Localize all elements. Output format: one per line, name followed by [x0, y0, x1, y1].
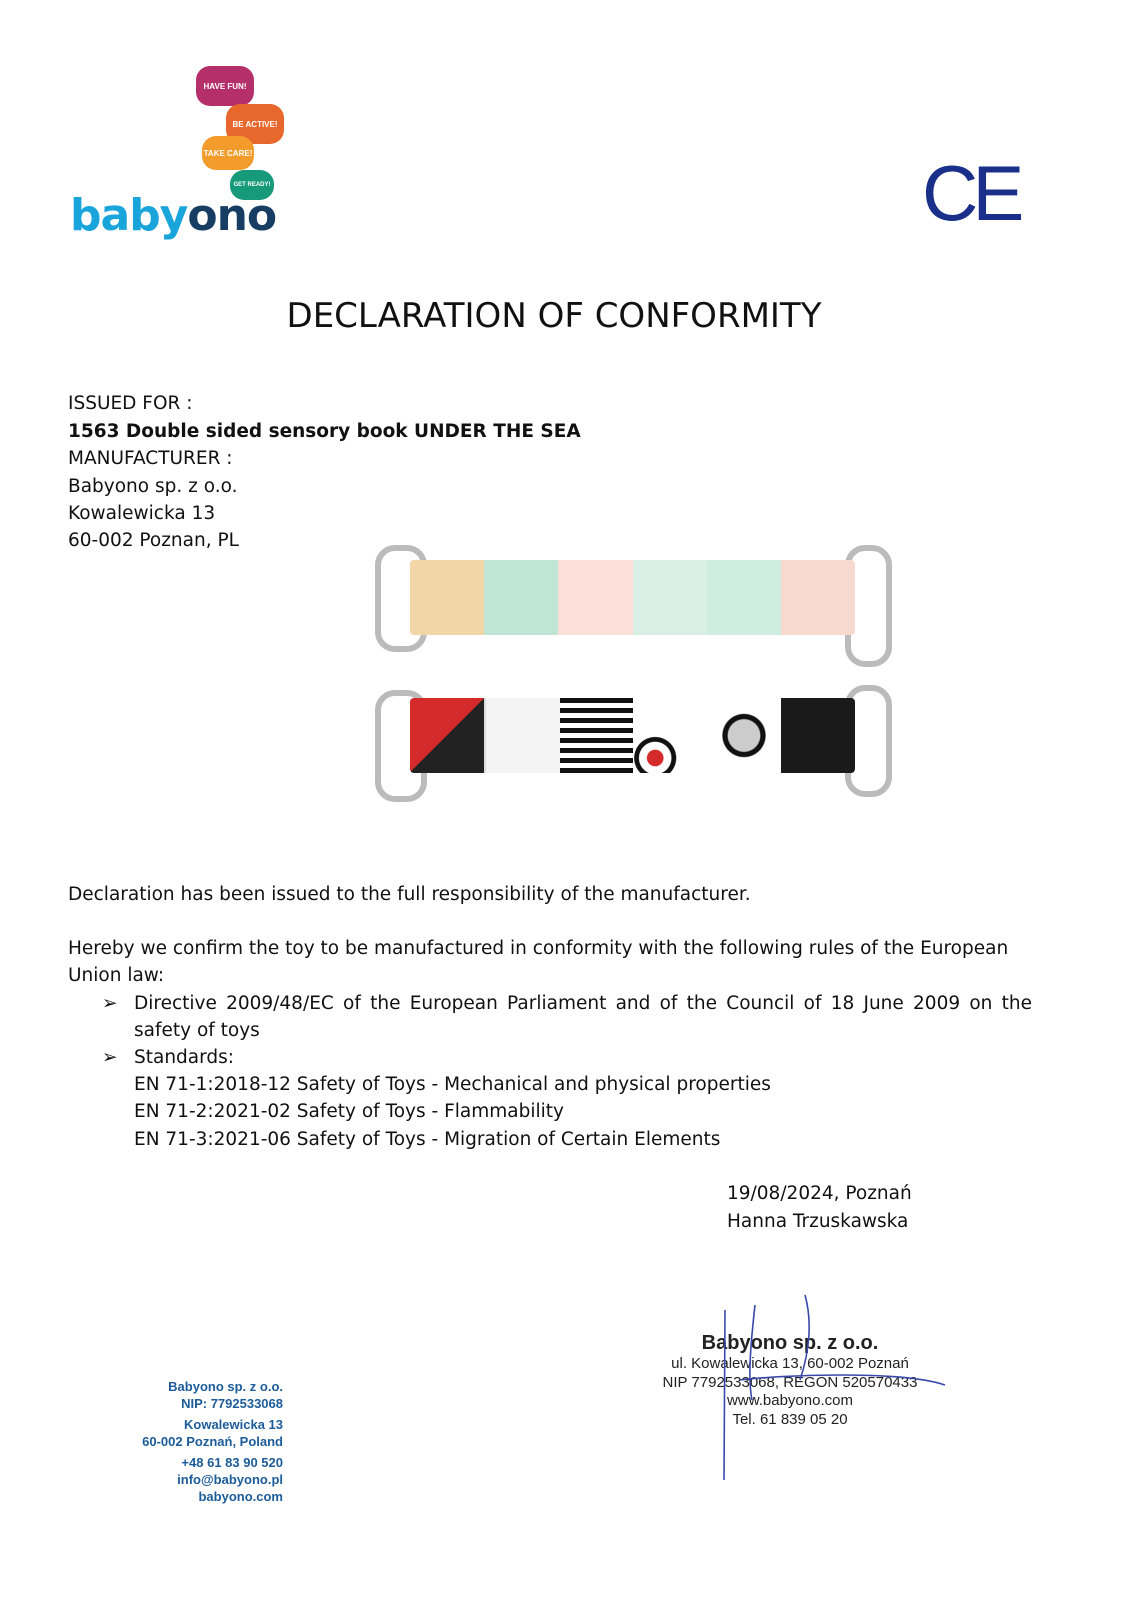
footer-phone: +48 61 83 90 520 — [181, 1455, 283, 1470]
footer-city: 60-002 Poznań, Poland — [142, 1434, 283, 1449]
footer-street: Kowalewicka 13 — [184, 1417, 283, 1432]
stamp-nip-regon: NIP 7792533068, REGON 520570433 — [662, 1374, 918, 1391]
standard-en71-3: EN 71-3:2021-06 Safety of Toys - Migration of Certain Elements — [134, 1129, 721, 1150]
issued-for-label: ISSUED FOR : — [68, 393, 193, 414]
stamp-website: www.babyono.com — [727, 1392, 853, 1409]
directive-line1: Directive 2009/48/EC of the European Parliament and of the Council of 18 June 2009 on the — [134, 993, 1032, 1014]
stamp-phone: Tel. 61 839 05 20 — [732, 1411, 848, 1428]
logo-word-ono: ono — [187, 190, 277, 241]
logo-wordmark — [70, 190, 276, 241]
date-place: 19/08/2024, Poznań — [727, 1183, 912, 1204]
footer-company: Babyono sp. z o.o. — [168, 1379, 283, 1394]
logo-bubble-have-fun: HAVE FUN! — [196, 66, 254, 106]
bullet-arrow-icon: ➢ — [102, 1047, 118, 1068]
footer-email: info@babyono.pl — [177, 1472, 283, 1487]
footer-website: babyono.com — [198, 1489, 283, 1504]
confirm-text-line1: Hereby we confirm the toy to be manufactured in conformity with the following rules of the European — [68, 938, 1009, 959]
manufacturer-city: 60-002 Poznan, PL — [68, 530, 239, 551]
logo-word-baby: baby — [70, 190, 188, 241]
logo-bubble-be-active: BE ACTIVE! — [226, 104, 284, 144]
directive-line2: safety of toys — [134, 1020, 260, 1041]
manufacturer-street: Kowalewicka 13 — [68, 503, 216, 524]
standards-label: Standards: — [134, 1047, 235, 1068]
ce-mark: CE — [922, 149, 1019, 237]
stamp-company: Babyono sp. z o.o. — [701, 1332, 879, 1354]
handwritten-signature — [700, 1290, 960, 1490]
bullet-arrow-icon: ➢ — [102, 993, 118, 1014]
stamp-address: ul. Kowalewicka 13, 60-002 Poznań — [671, 1355, 909, 1372]
page-title: DECLARATION OF CONFORMITY — [286, 296, 822, 336]
product-name: 1563 Double sided sensory book UNDER THE SEA — [68, 421, 581, 442]
confirm-text-line2: Union law: — [68, 965, 165, 986]
logo-bubble-get-ready: GET READY! — [230, 170, 274, 200]
book-side-color — [410, 560, 855, 635]
book-side-contrast — [410, 698, 855, 773]
standard-en71-2: EN 71-2:2021-02 Safety of Toys - Flammability — [134, 1101, 564, 1122]
responsibility-text: Declaration has been issued to the full responsibility of the manufacturer. — [68, 884, 751, 905]
logo-bubble-take-care: TAKE CARE! — [202, 136, 254, 170]
footer-nip: NIP: 7792533068 — [181, 1396, 283, 1411]
standard-en71-1: EN 71-1:2018-12 Safety of Toys - Mechanical and physical properties — [134, 1074, 771, 1095]
signatory-name: Hanna Trzuskawska — [727, 1211, 909, 1232]
manufacturer-label: MANUFACTURER : — [68, 448, 233, 469]
manufacturer-name: Babyono sp. z o.o. — [68, 476, 238, 497]
